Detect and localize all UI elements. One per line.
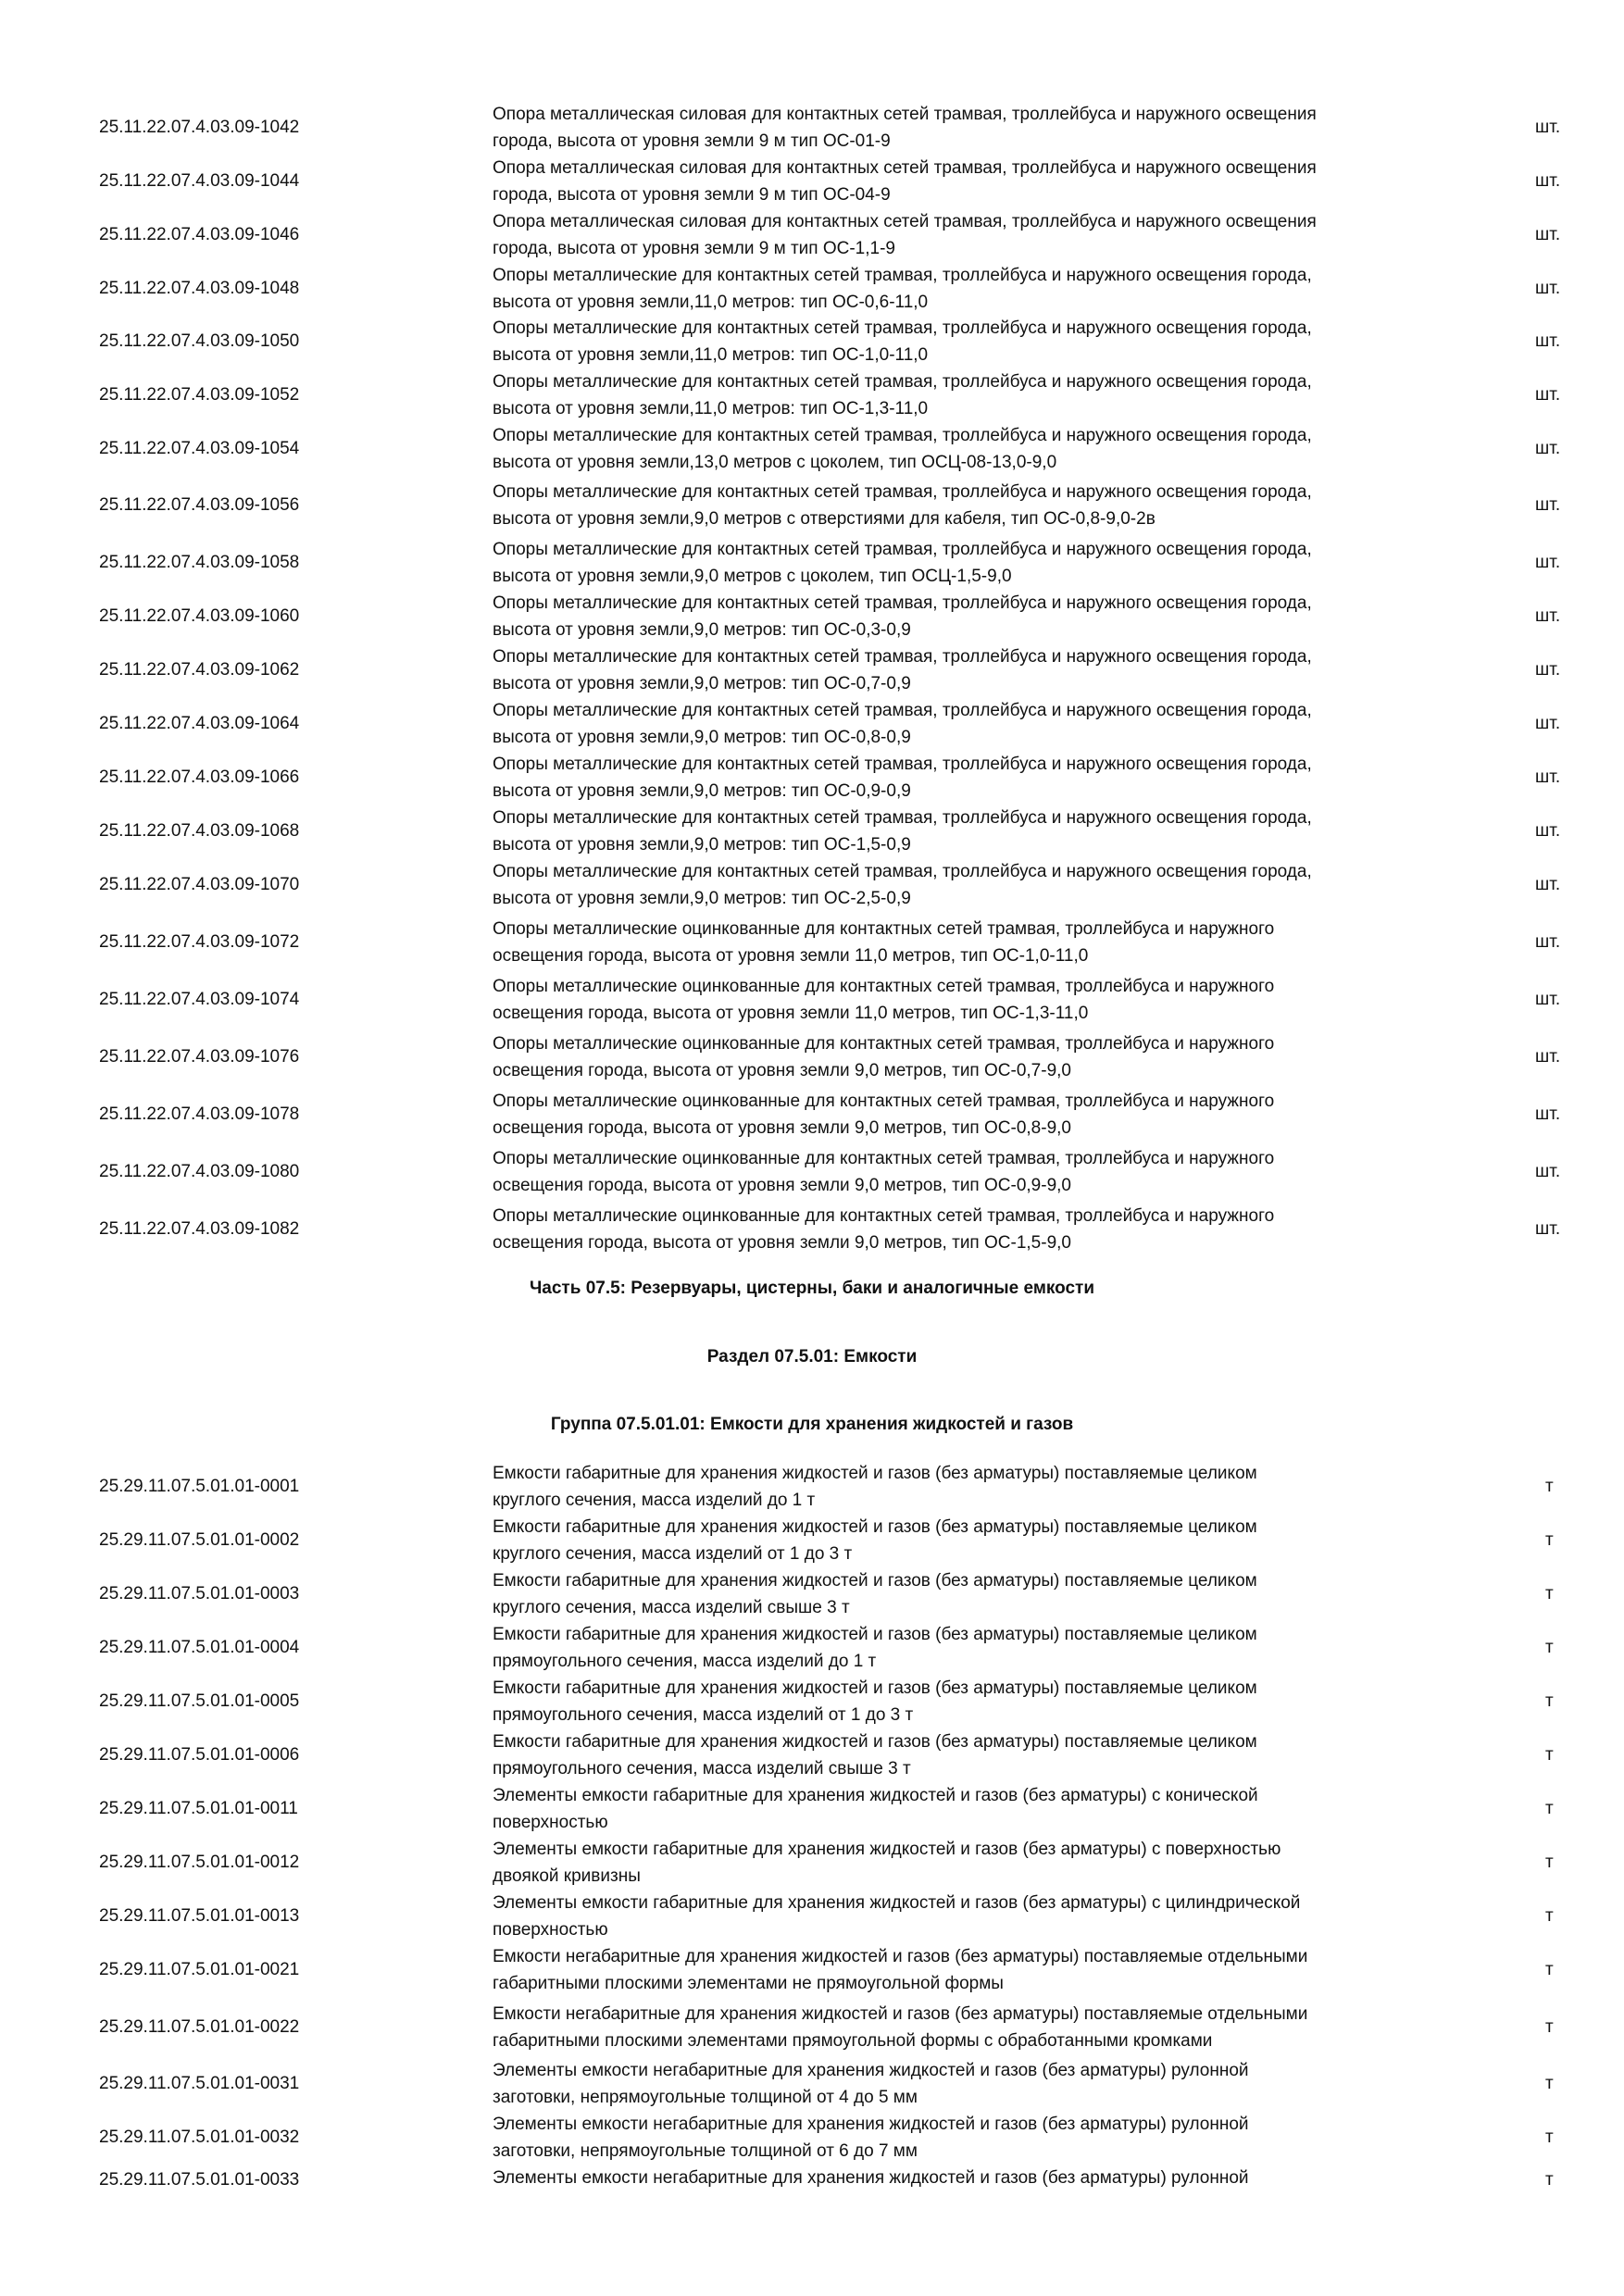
- row-description: [493, 2111, 1455, 2165]
- row-description-line: Емкости габаритные для хранения жидкостей и газов (без арматуры) поставляемые целиком: [493, 1571, 1257, 1591]
- row-description-line: высота от уровня земли,11,0 метров: тип ОС-0,6-11,0: [493, 293, 929, 312]
- row-description-line: освещения города, высота от уровня земли 11,0 метров, тип ОС-1,3-11,0: [493, 1004, 1089, 1023]
- row-description-line: Опора металлическая силовая для контактных сетей трамвая, троллейбуса и наружного освещения: [493, 212, 1317, 231]
- row-code: 25.11.22.07.4.03.09-1076: [99, 1047, 300, 1067]
- row-code: 25.11.22.07.4.03.09-1046: [99, 225, 300, 244]
- row-code: 25.11.22.07.4.03.09-1070: [99, 875, 300, 894]
- row-description-line: габаритными плоскими элементами не прямоугольной формы: [493, 1974, 1004, 1993]
- row-description-line: города, высота от уровня земли 9 м тип ОС-1,1-9: [493, 239, 895, 258]
- row-description: [493, 643, 1455, 697]
- row-description-line: поверхностью: [493, 1813, 608, 1832]
- row-unit: шт.: [1535, 821, 1561, 841]
- row-description: [493, 1675, 1455, 1728]
- row-description: [493, 973, 1455, 1027]
- row-code: 25.11.22.07.4.03.09-1056: [99, 495, 300, 515]
- row-code: 25.11.22.07.4.03.09-1044: [99, 171, 300, 191]
- row-code: 25.29.11.07.5.01.01-0002: [99, 1530, 300, 1550]
- row-unit: шт.: [1535, 932, 1561, 952]
- row-description-line: Емкости габаритные для хранения жидкостей и газов (без арматуры) поставляемые целиком: [493, 1464, 1257, 1483]
- row-code: 25.29.11.07.5.01.01-0012: [99, 1853, 300, 1872]
- row-description: [493, 805, 1455, 858]
- row-description: [493, 422, 1455, 476]
- row-description-line: Опоры металлические оцинкованные для контактных сетей трамвая, троллейбуса и наружного: [493, 1034, 1275, 1054]
- row-description: [493, 1621, 1455, 1675]
- row-description-line: Элементы емкости габаритные для хранения жидкостей и газов (без арматуры) с цилиндрической: [493, 1893, 1301, 1913]
- row-description-line: освещения города, высота от уровня земли 9,0 метров, тип ОС-1,5-9,0: [493, 1233, 1071, 1253]
- row-code: 25.11.22.07.4.03.09-1074: [99, 990, 300, 1009]
- row-code: 25.29.11.07.5.01.01-0001: [99, 1477, 300, 1496]
- row-unit: т: [1545, 1853, 1554, 1872]
- row-description: [493, 2165, 1455, 2191]
- group-heading: Группа 07.5.01.01: Емкости для хранения жидкостей и газов: [550, 1415, 1074, 1434]
- row-description: [493, 208, 1455, 262]
- row-description-line: поверхностью: [493, 1920, 608, 1940]
- row-unit: шт.: [1535, 1162, 1561, 1181]
- row-description-line: освещения города, высота от уровня земли 11,0 метров, тип ОС-1,0-11,0: [493, 946, 1089, 966]
- row-unit: шт.: [1535, 1047, 1561, 1067]
- row-description-line: прямоугольного сечения, масса изделий до 1 т: [493, 1652, 877, 1671]
- row-description-line: Опоры металлические для контактных сетей трамвая, троллейбуса и наружного освещения города,: [493, 426, 1312, 445]
- row-description-line: Опоры металлические оцинкованные для контактных сетей трамвая, троллейбуса и наружного: [493, 977, 1275, 996]
- row-unit: т: [1545, 2128, 1554, 2147]
- row-unit: шт.: [1535, 495, 1561, 515]
- row-description: [493, 1836, 1455, 1890]
- row-description-line: Опора металлическая силовая для контактных сетей трамвая, троллейбуса и наружного освещения: [493, 158, 1317, 178]
- row-description-line: освещения города, высота от уровня земли 9,0 метров, тип ОС-0,7-9,0: [493, 1061, 1071, 1080]
- row-description: [493, 1460, 1455, 1514]
- row-unit: т: [1545, 1799, 1554, 1818]
- row-unit: шт.: [1535, 225, 1561, 244]
- row-code: 25.11.22.07.4.03.09-1078: [99, 1104, 300, 1124]
- row-unit: т: [1545, 2017, 1554, 2037]
- row-description-line: высота от уровня земли,11,0 метров: тип ОС-1,0-11,0: [493, 345, 929, 365]
- row-description-line: высота от уровня земли,9,0 метров с цоколем, тип ОСЦ-1,5-9,0: [493, 567, 1012, 586]
- row-description-line: Опоры металлические для контактных сетей трамвая, троллейбуса и наружного освещения города,: [493, 266, 1312, 285]
- row-unit: т: [1545, 1530, 1554, 1550]
- row-description-line: Опоры металлические для контактных сетей трамвая, троллейбуса и наружного освещения города,: [493, 862, 1312, 881]
- row-description: [493, 536, 1455, 590]
- row-unit: шт.: [1535, 279, 1561, 298]
- row-code: 25.29.11.07.5.01.01-0022: [99, 2017, 300, 2037]
- row-code: 25.11.22.07.4.03.09-1050: [99, 331, 300, 351]
- row-description: [493, 1203, 1455, 1256]
- row-code: 25.11.22.07.4.03.09-1054: [99, 439, 300, 458]
- row-description-line: высота от уровня земли,9,0 метров: тип ОС-1,5-0,9: [493, 835, 911, 855]
- row-description: [493, 1145, 1455, 1199]
- row-description: [493, 916, 1455, 969]
- row-unit: шт.: [1535, 714, 1561, 733]
- row-code: 25.29.11.07.5.01.01-0003: [99, 1584, 300, 1603]
- row-description-line: круглого сечения, масса изделий от 1 до 3 т: [493, 1544, 853, 1564]
- row-unit: т: [1545, 1584, 1554, 1603]
- row-code: 25.29.11.07.5.01.01-0004: [99, 1638, 300, 1657]
- row-unit: шт.: [1535, 1104, 1561, 1124]
- row-description: [493, 590, 1455, 643]
- row-description-line: города, высота от уровня земли 9 м тип ОС-04-9: [493, 185, 891, 205]
- row-description-line: Емкости габаритные для хранения жидкостей и газов (без арматуры) поставляемые целиком: [493, 1678, 1257, 1698]
- row-code: 25.29.11.07.5.01.01-0011: [99, 1799, 298, 1818]
- row-description: [493, 1890, 1455, 1943]
- row-description-line: высота от уровня земли,11,0 метров: тип ОС-1,3-11,0: [493, 399, 929, 418]
- row-description-line: Емкости габаритные для хранения жидкостей и газов (без арматуры) поставляемые целиком: [493, 1732, 1257, 1752]
- row-description: [493, 858, 1455, 912]
- row-unit: т: [1545, 1745, 1554, 1765]
- row-description-line: Емкости габаритные для хранения жидкостей и газов (без арматуры) поставляемые целиком: [493, 1625, 1257, 1644]
- row-description-line: высота от уровня земли,9,0 метров: тип ОС-2,5-0,9: [493, 889, 911, 908]
- row-description: [493, 479, 1455, 532]
- row-unit: т: [1545, 1477, 1554, 1496]
- row-description-line: Емкости габаритные для хранения жидкостей и газов (без арматуры) поставляемые целиком: [493, 1517, 1257, 1537]
- row-description-line: высота от уровня земли,9,0 метров с отверстиями для кабеля, тип ОС-0,8-9,0-2в: [493, 509, 1156, 529]
- row-unit: т: [1545, 1960, 1554, 1979]
- row-code: 25.11.22.07.4.03.09-1072: [99, 932, 300, 952]
- row-description-line: Опоры металлические оцинкованные для контактных сетей трамвая, троллейбуса и наружного: [493, 1149, 1275, 1168]
- row-code: 25.11.22.07.4.03.09-1062: [99, 660, 300, 680]
- row-description-line: Элементы емкости габаритные для хранения жидкостей и газов (без арматуры) с поверхностью: [493, 1840, 1281, 1859]
- row-description-line: заготовки, непрямоугольные толщиной от 6 до 7 мм: [493, 2141, 918, 2161]
- row-description: [493, 697, 1455, 751]
- row-description: [493, 751, 1455, 805]
- row-description: [493, 1943, 1455, 1997]
- row-description-line: круглого сечения, масса изделий до 1 т: [493, 1491, 816, 1510]
- section-heading: Раздел 07.5.01: Емкости: [706, 1347, 918, 1366]
- row-description: [493, 1728, 1455, 1782]
- row-unit: шт.: [1535, 1219, 1561, 1239]
- row-code: 25.11.22.07.4.03.09-1042: [99, 118, 300, 137]
- row-description-line: высота от уровня земли,9,0 метров: тип ОС-0,8-0,9: [493, 728, 911, 747]
- row-code: 25.11.22.07.4.03.09-1048: [99, 279, 300, 298]
- row-description-line: Опора металлическая силовая для контактных сетей трамвая, троллейбуса и наружного освещения: [493, 105, 1317, 124]
- row-code: 25.11.22.07.4.03.09-1058: [99, 553, 300, 572]
- row-description-line: Опоры металлические для контактных сетей трамвая, троллейбуса и наружного освещения города,: [493, 808, 1312, 828]
- row-description-line: Опоры металлические для контактных сетей трамвая, троллейбуса и наружного освещения города,: [493, 647, 1312, 667]
- row-description: [493, 1567, 1455, 1621]
- row-description-line: Опоры металлические для контактных сетей трамвая, троллейбуса и наружного освещения города,: [493, 701, 1312, 720]
- row-description: [493, 368, 1455, 422]
- row-description-line: заготовки, непрямоугольные толщиной от 4 до 5 мм: [493, 2088, 918, 2107]
- row-description-line: освещения города, высота от уровня земли 9,0 метров, тип ОС-0,8-9,0: [493, 1118, 1071, 1138]
- row-code: 25.29.11.07.5.01.01-0005: [99, 1691, 300, 1711]
- row-description-line: города, высота от уровня земли 9 м тип ОС-01-9: [493, 131, 891, 151]
- row-description-line: Емкости негабаритные для хранения жидкостей и газов (без арматуры) поставляемые отдельными: [493, 1947, 1308, 1966]
- row-description-line: Опоры металлические для контактных сетей трамвая, троллейбуса и наружного освещения города,: [493, 755, 1312, 774]
- row-unit: т: [1545, 1906, 1554, 1926]
- row-code: 25.29.11.07.5.01.01-0033: [99, 2170, 300, 2190]
- row-description-line: Опоры металлические оцинкованные для контактных сетей трамвая, троллейбуса и наружного: [493, 1206, 1275, 1226]
- row-description-line: прямоугольного сечения, масса изделий от 1 до 3 т: [493, 1705, 914, 1725]
- row-unit: шт.: [1535, 553, 1561, 572]
- row-description-line: Опоры металлические для контактных сетей трамвая, троллейбуса и наружного освещения города,: [493, 372, 1312, 392]
- row-code: 25.11.22.07.4.03.09-1064: [99, 714, 300, 733]
- row-description: [493, 315, 1455, 368]
- row-unit: т: [1545, 2170, 1554, 2190]
- part-heading: Часть 07.5: Резервуары, цистерны, баки и аналогичные емкости: [529, 1279, 1095, 1298]
- row-unit: т: [1545, 1691, 1554, 1711]
- row-description-line: Опоры металлические оцинкованные для контактных сетей трамвая, троллейбуса и наружного: [493, 1092, 1275, 1111]
- row-code: 25.11.22.07.4.03.09-1068: [99, 821, 300, 841]
- row-description: [493, 155, 1455, 208]
- row-unit: шт.: [1535, 331, 1561, 351]
- row-unit: т: [1545, 1638, 1554, 1657]
- row-unit: шт.: [1535, 171, 1561, 191]
- row-code: 25.29.11.07.5.01.01-0021: [99, 1960, 300, 1979]
- row-unit: шт.: [1535, 439, 1561, 458]
- row-code: 25.29.11.07.5.01.01-0013: [99, 1906, 300, 1926]
- row-description-line: Элементы емкости негабаритные для хранения жидкостей и газов (без арматуры) рулонной: [493, 2061, 1249, 2080]
- row-description-line: двоякой кривизны: [493, 1866, 641, 1886]
- row-description-line: прямоугольного сечения, масса изделий свыше 3 т: [493, 1759, 911, 1778]
- row-unit: шт.: [1535, 606, 1561, 626]
- row-description-line: освещения города, высота от уровня земли 9,0 метров, тип ОС-0,9-9,0: [493, 1176, 1071, 1195]
- row-unit: т: [1545, 2074, 1554, 2093]
- row-unit: шт.: [1535, 118, 1561, 137]
- row-description: [493, 1030, 1455, 1084]
- row-description-line: Опоры металлические для контактных сетей трамвая, троллейбуса и наружного освещения города,: [493, 482, 1312, 502]
- row-code: 25.11.22.07.4.03.09-1060: [99, 606, 300, 626]
- row-description-line: Элементы емкости негабаритные для хранения жидкостей и газов (без арматуры) рулонной: [493, 2115, 1249, 2134]
- row-description: [493, 1782, 1455, 1836]
- row-code: 25.11.22.07.4.03.09-1066: [99, 767, 300, 787]
- row-description: [493, 2001, 1455, 2054]
- row-description-line: Емкости негабаритные для хранения жидкостей и газов (без арматуры) поставляемые отдельными: [493, 2004, 1308, 2024]
- row-code: 25.29.11.07.5.01.01-0031: [99, 2074, 300, 2093]
- row-description: [493, 262, 1455, 316]
- row-description-line: Элементы емкости негабаритные для хранения жидкостей и газов (без арматуры) рулонной: [493, 2168, 1249, 2188]
- row-description: [493, 1088, 1455, 1142]
- row-description-line: круглого сечения, масса изделий свыше 3 т: [493, 1598, 850, 1617]
- row-description-line: габаритными плоскими элементами прямоугольной формы с обработанными кромками: [493, 2031, 1213, 2051]
- row-description: [493, 101, 1455, 155]
- row-code: 25.11.22.07.4.03.09-1052: [99, 385, 300, 405]
- row-code: 25.29.11.07.5.01.01-0006: [99, 1745, 300, 1765]
- row-description-line: Опоры металлические для контактных сетей трамвая, троллейбуса и наружного освещения города,: [493, 540, 1312, 559]
- row-description-line: высота от уровня земли,13,0 метров с цоколем, тип ОСЦ-08-13,0-9,0: [493, 453, 1057, 472]
- row-unit: шт.: [1535, 660, 1561, 680]
- row-description-line: высота от уровня земли,9,0 метров: тип ОС-0,7-0,9: [493, 674, 911, 693]
- row-description-line: высота от уровня земли,9,0 метров: тип ОС-0,9-0,9: [493, 781, 911, 801]
- row-unit: шт.: [1535, 990, 1561, 1009]
- row-description-line: Элементы емкости габаритные для хранения жидкостей и газов (без арматуры) с конической: [493, 1786, 1258, 1805]
- row-description: [493, 1514, 1455, 1567]
- row-description-line: Опоры металлические для контактных сетей трамвая, троллейбуса и наружного освещения города,: [493, 593, 1312, 613]
- row-code: 25.11.22.07.4.03.09-1082: [99, 1219, 300, 1239]
- row-code: 25.29.11.07.5.01.01-0032: [99, 2128, 300, 2147]
- row-unit: шт.: [1535, 875, 1561, 894]
- row-description-line: Опоры металлические для контактных сетей трамвая, троллейбуса и наружного освещения города,: [493, 318, 1312, 338]
- row-description-line: высота от уровня земли,9,0 метров: тип ОС-0,3-0,9: [493, 620, 911, 640]
- row-unit: шт.: [1535, 385, 1561, 405]
- row-code: 25.11.22.07.4.03.09-1080: [99, 1162, 300, 1181]
- row-unit: шт.: [1535, 767, 1561, 787]
- row-description: [493, 2057, 1455, 2111]
- row-description-line: Опоры металлические оцинкованные для контактных сетей трамвая, троллейбуса и наружного: [493, 919, 1275, 939]
